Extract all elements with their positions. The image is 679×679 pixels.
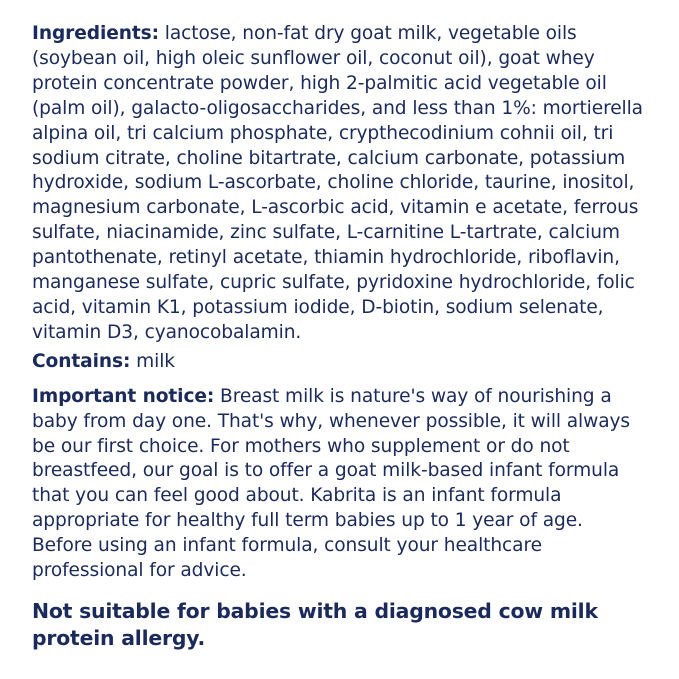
ingredients-paragraph bbox=[32, 22, 647, 346]
allergy-warning-text: Not suitable for babies with a diagnosed cow milk protein allergy. bbox=[32, 598, 598, 650]
important-notice-heading: Important notice: bbox=[32, 385, 215, 407]
ingredients-text: lactose, non-fat dry goat milk, vegetable oils (soybean oil, high oleic sunflower oil, coconut oil), goat whey protein concentrate powder, high 2-palmitic acid vegetable oil (palm oil), galacto-oligosaccharides, and less than 1%: mortierella alpina oil, tri calcium phosphate, crypthecodinium cohnii oil, tri sodium citrate, choline bitartrate, calcium carbonate, potassium hydroxide, sodium L-ascorbate, choline chloride, taurine, inositol, magnesium carbonate, L-ascorbic acid, vitamin e acetate, ferrous sulfate, niacinamide, zinc sulfate, L-carnitine L-tartrate, calcium pantothenate, retinyl acetate, thiamin hydrochloride, riboflavin, manganese sulfate, cupric sulfate, pyridoxine hydrochloride, folic acid, vitamin K1, potassium iodide, D-biotin, sodium selenate, vitamin D3, cyanocobalamin. bbox=[32, 23, 643, 343]
ingredients-heading: Ingredients: bbox=[32, 23, 159, 44]
contains-heading: Contains: bbox=[32, 350, 131, 372]
important-notice-text: Breast milk is nature's way of nourishing a baby from day one. That's why, whenever possible, it will always be our first choice. For mothers who supplement or do not breastfeed, our goal is to offer a goat milk-based infant formula that you can feel good about. Kabrita is an infant formula appropriate for healthy full term babies up to 1 year of age. Before using an infant formula, consult your healthcare professional for advice. bbox=[32, 385, 631, 582]
contains-text: milk bbox=[130, 350, 175, 372]
important-notice-paragraph bbox=[32, 385, 647, 584]
contains-paragraph bbox=[32, 350, 647, 375]
